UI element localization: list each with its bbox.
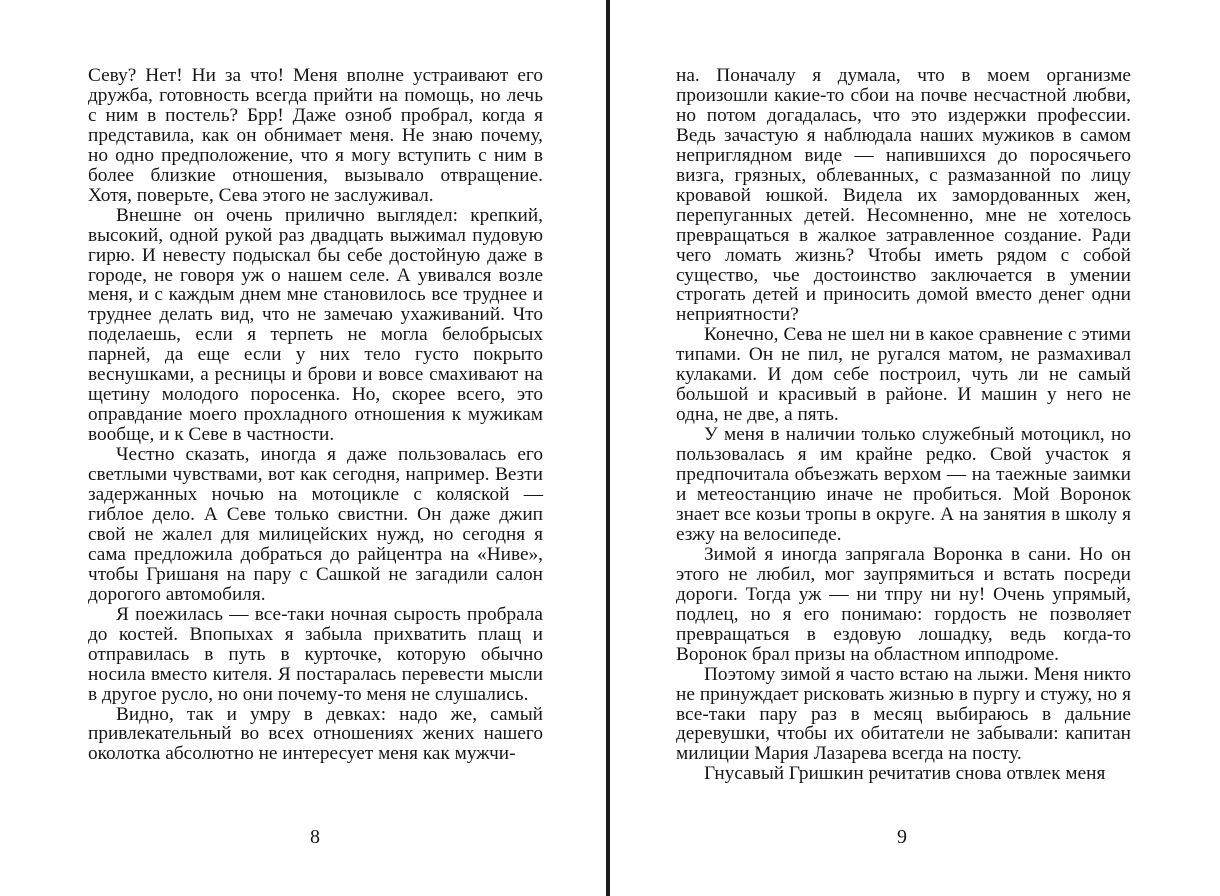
paragraph: Севу? Нет! Ни за что! Меня вполне устраивают его дружба, готовность всегда прийти на помощь, но лечь с ним в постель? Брр! Даже озноб пробрал, когда я представила, как он обнимает меня. Не знаю почему, но одно предположение, что я могу вступить с ним в более близкие отношения, вызывало отвращение. Хотя, поверьте, Сева этого не заслуживал. <box>88 65 543 206</box>
page-divider <box>606 0 610 896</box>
paragraph: Я поежилась — все-таки ночная сырость пробрала до костей. Впопыхах я забыла прихватить плащ и отправилась в путь в курточке, которую обычно носила вместо кителя. Я постаралась перевести мысли в другое русло, но они почему-то меня не слушались. <box>88 603 543 705</box>
paragraph: Конечно, Сева не шел ни в какое сравнение с этими типами. Он не пил, не ругался матом, не размахивал кулаками. И дом себе построил, чуть ли не самый большой и красивый в районе. И машин у него не одна, не две, а пять. <box>676 324 1131 426</box>
left-page-text <box>88 66 543 764</box>
paragraph: Поэтому зимой я часто встаю на лыжи. Меня никто не принуждает рисковать жизнью в пургу и стужу, но я все-таки пару раз в месяц выбираюсь в дальние деревушки, чтобы их обитатели не забывали: капитан милиции Мария Лазарева всегда на посту. <box>676 663 1131 765</box>
paragraph: У меня в наличии только служебный мотоцикл, но пользовалась я им крайне редко. Свой участок я предпочитала объезжать верхом — на таежные заимки и метеостанцию иначе не пробиться. Мой Воронок знает все козьи тропы в округе. А на занятия в школу я езжу на велосипеде. <box>676 424 1131 545</box>
paragraph: Гнусавый Гришкин речитатив снова отвлек меня <box>704 763 1106 785</box>
paragraph: Честно сказать, иногда я даже пользовалась его светлыми чувствами, вот как сегодня, например. Везти задержанных ночью на мотоцикле с коляской — гиблое дело. А Севе только свистни. Он даже джип свой не жалел для милицейских нужд, но сегодня я сама предложила добраться до райцентра на «Ниве», чтобы Гришаня на пару с Сашкой не загадили салон дорогого автомобиля. <box>88 444 543 605</box>
paragraph: Видно, так и умру в девках: надо же, самый привлекательный во всех отношениях жених нашего околотка абсолютно не интересует меня как мужчи- <box>88 703 543 765</box>
paragraph: Внешне он очень прилично выглядел: крепкий, высокий, одной рукой раз двадцать выжимал пудовую гирю. И невесту подыскал бы себе достойную даже в городе, не говоря уж о нашем селе. А увивался возле меня, и с каждым днем мне становилось все труднее и труднее делать вид, что не замечаю ухаживаний. Что поделаешь, если я терпеть не могла белобрысых парней, да еще если у них тело густо покрыто веснушками, а ресницы и брови и вовсе смахивают на щетину молодого поросенка. Но, скорее всего, это оправдание моего прохладного отношения к мужикам вообще, и к Севе в частности. <box>88 204 543 446</box>
page-number-right: 9 <box>897 826 907 848</box>
page-number-left: 8 <box>310 826 320 848</box>
paragraph: Зимой я иногда запрягала Воронка в сани. Но он этого не любил, мог заупрямиться и встать посреди дороги. Тогда уж — ни тпру ни ну! Очень упрямый, подлец, но я его понимаю: гордость не позволяет превращаться в ездовую лошадку, ведь когда-то Воронок брал призы на областном ипподроме. <box>676 543 1131 665</box>
paragraph: на. Поначалу я думала, что в моем организме произошли какие-то сбои на почве несчастной любви, но потом догадалась, что это издержки профессии. Ведь зачастую я наблюдала наших мужиков в самом неприглядном виде — напившихся до поросячьего визга, грязных, облеванных, с размазанной по лицу кровавой юшкой. Видела их замордованных жен, перепуганных детей. Несомненно, мне не хотелось превращаться в жалкое затравленное создание. Ради чего ломать жизнь? Чтобы иметь рядом с собой существо, чье достоинство заключается в умении строгать детей и приносить домой вместо денег одни неприятности? <box>676 65 1131 326</box>
right-page-text <box>676 66 1131 784</box>
